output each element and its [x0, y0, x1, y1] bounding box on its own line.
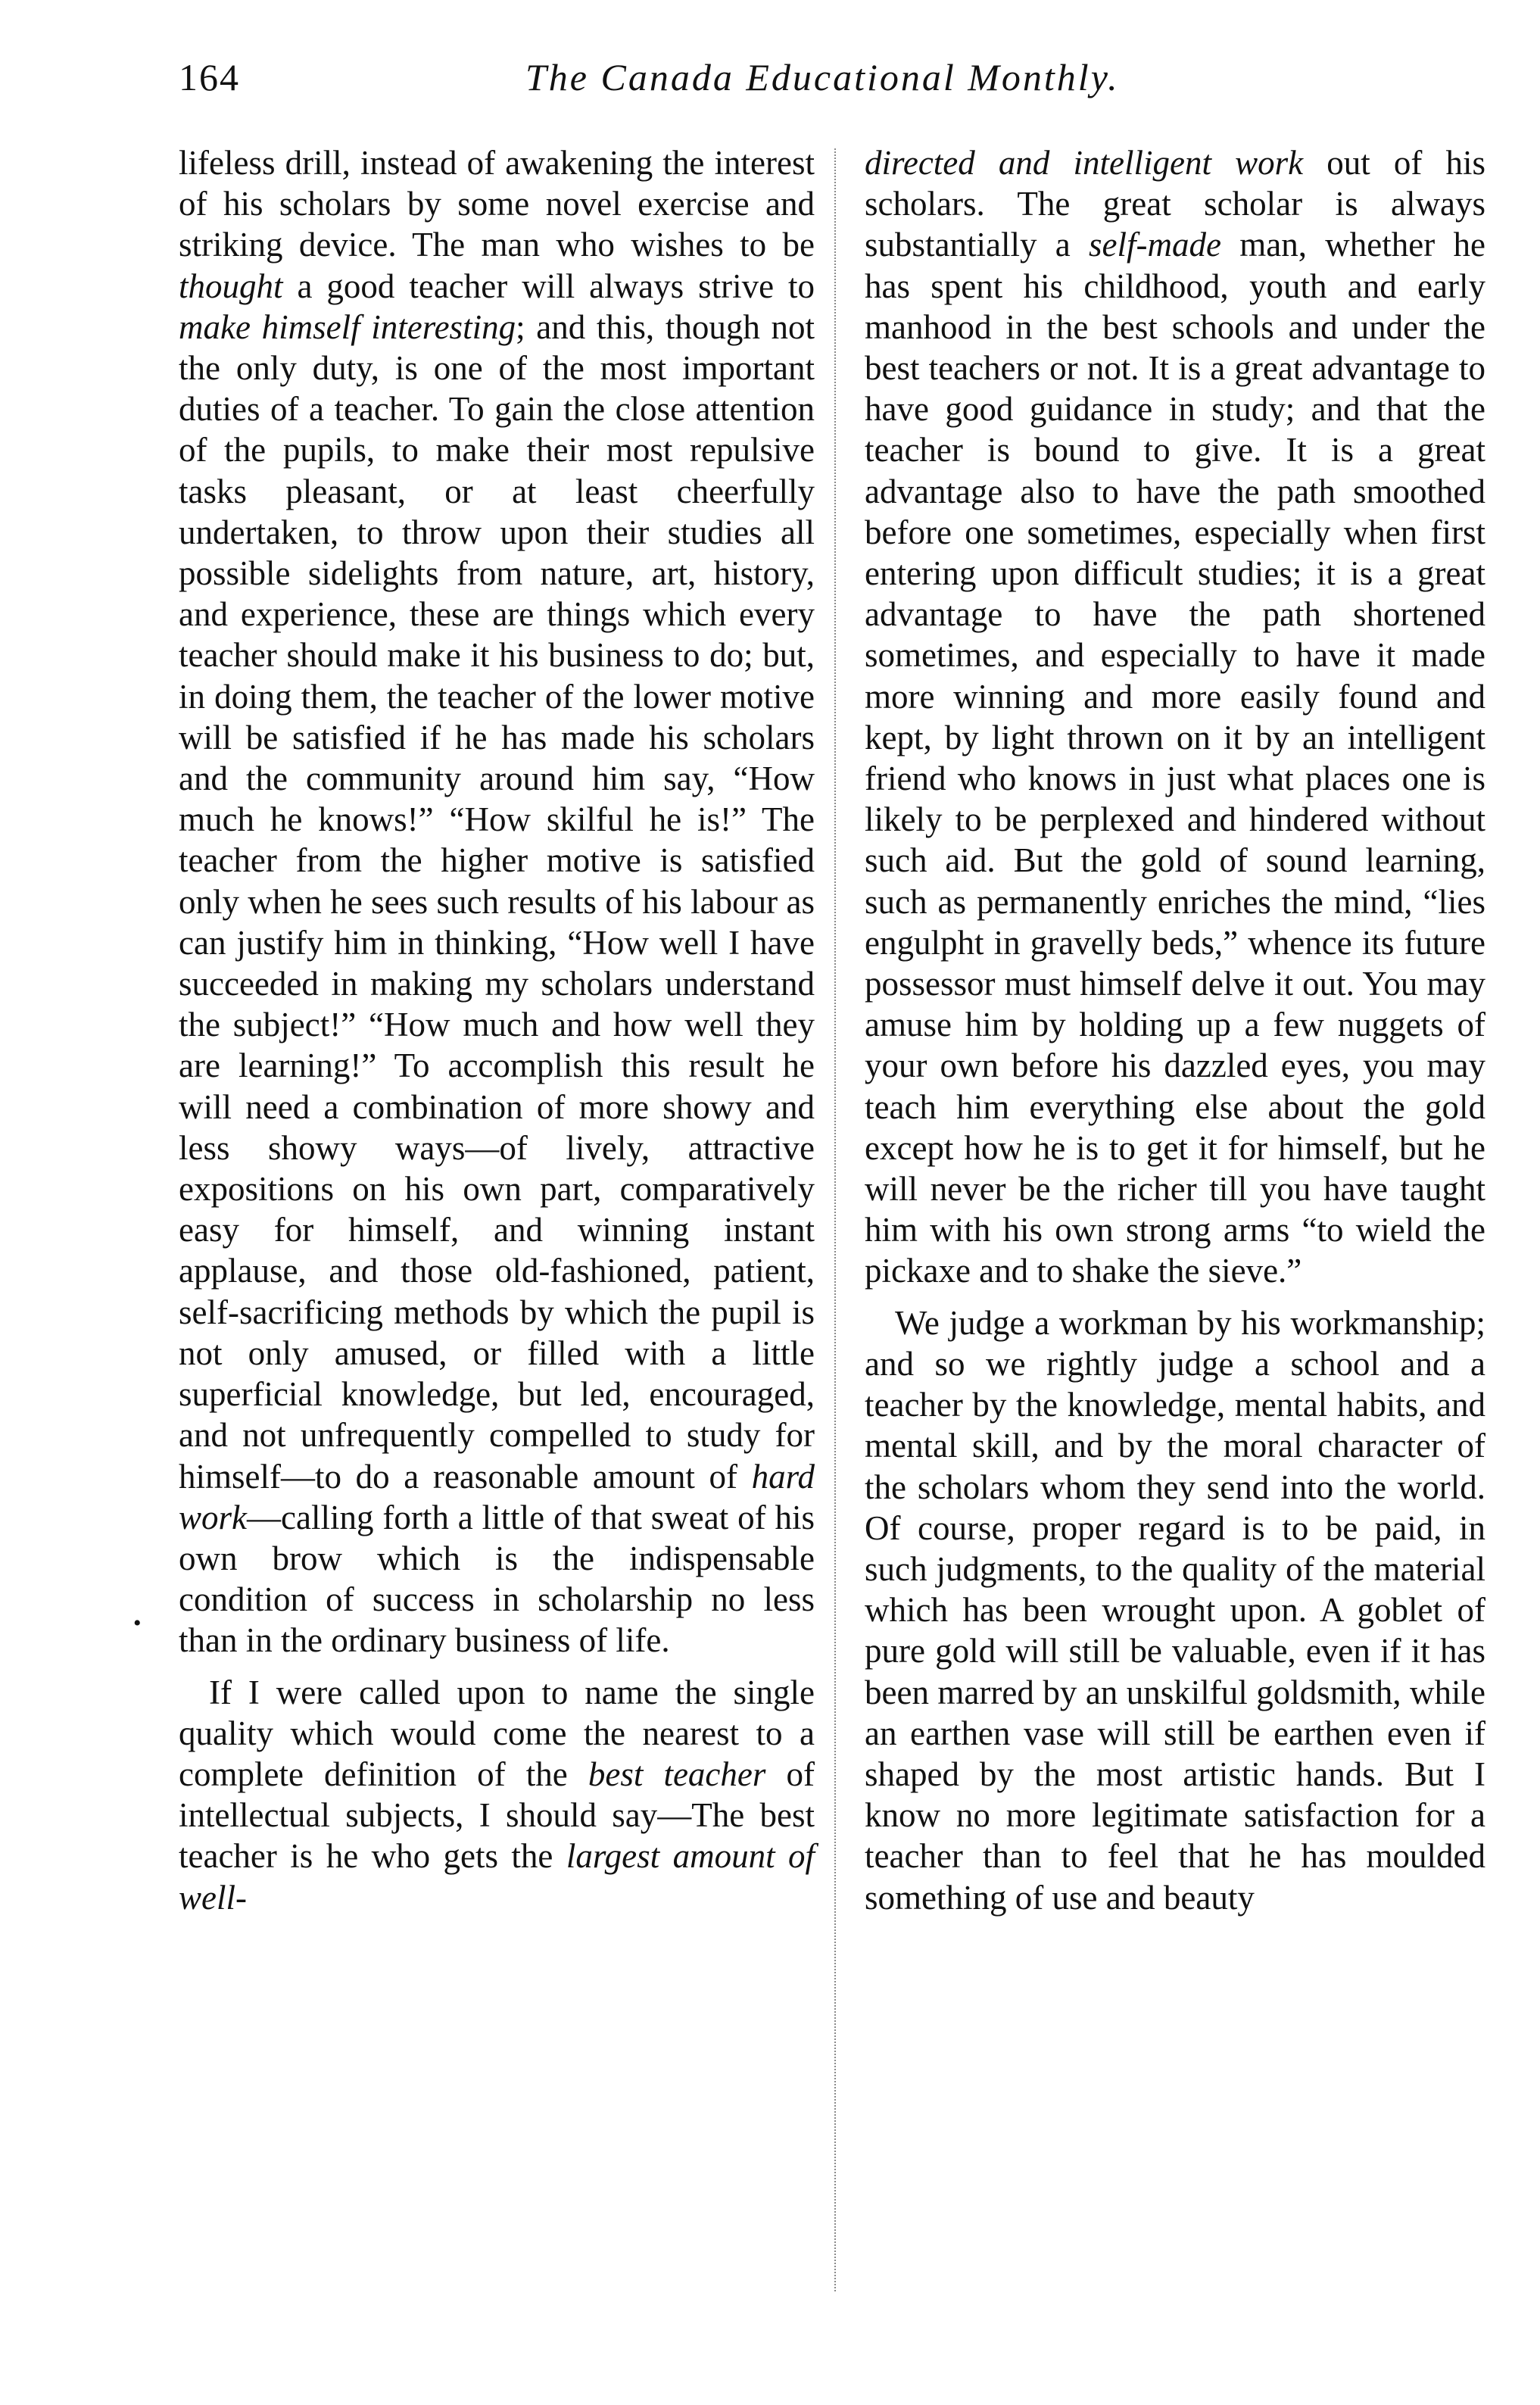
page-number: 164: [179, 56, 240, 98]
italic-run: make himself interesting: [179, 307, 516, 346]
italic-run: hard work: [179, 1457, 815, 1536]
text-run: of intellectual subjects, I should say—The best teacher is he who gets the: [179, 1755, 815, 1876]
italic-run: largest amount of well-: [179, 1837, 815, 1917]
italic-run: directed and intelligent work: [865, 144, 1304, 182]
text-run: a good teacher will always strive to: [282, 267, 815, 305]
text-run: If I were called upon to name the single quality which would come the nearest to a complete definition of the: [179, 1673, 815, 1793]
text-run: We judge a workman by his workmanship; and so we rightly judge a school and a teacher by the knowledge, mental habits, and mental skill, and by the moral character of the scholars whom they send into the world. Of course, proper regard is to be paid, in such judgments, to the quality of the material which has been wrought upon. A goblet of pure gold will still be valuable, even if it has been marred by an unskilful goldsmith, while an earthen vase will still be earthen even if shaped by the most artistic hands. But I know no more legitimate satisfaction for a teacher than to feel that he has moulded something of use and beauty: [865, 1303, 1485, 1917]
margin-mark: •: [133, 1611, 142, 1636]
text-run: out of his scholars. The great scholar is always substantially a: [865, 144, 1485, 264]
left-paragraph-new: [179, 1672, 815, 1918]
italic-run: best teacher: [588, 1755, 766, 1793]
text-run: man, whether he has spent his childhood, youth and early manhood in the best schools and under the best teachers or not. It is a great advantage to have good guidance in study; and that the teacher is bound to give. It is a great advantage also to have the path smoothed before one sometimes, especially when first entering upon difficult studies; it is a great advantage to have the path shortened sometimes, and especially to have it made more winning and more easily found and kept, by light thrown on it by an intelligent friend who knows in just what places one is likely to be perplexed and hindered without such aid. But the gold of sound learning, such as permanently enriches the mind, “lies engulpht in gravelly beds,” whence its future possessor must himself delve it out. You may amuse him by holding up a few nuggets of your own before his dazzled eyes, you may teach him everything else about the gold except how he is to get it for himself, but he will never be the richer till you have taught him with his own strong arms “to wield the pickaxe and to shake the sieve.”: [865, 226, 1485, 1290]
left-column: [179, 142, 815, 1918]
text-run: —calling forth a little of that sweat of his own brow which is the indispensable condition of success in scholarship no less than in the ordinary business of life.: [179, 1498, 815, 1660]
text-run: ; and this, though not the only duty, is one of the most important duties of a teacher. To gain the close attention of the pupils, to make their most repulsive tasks pleasant, or at least cheerfully undertaken, to throw upon their studies all possible sidelights from nature, art, history, and experience, these are things which every teacher should make it his business to do; but, in doing them, the teacher of the lower motive will be satisfied if he has made his scholars and the community around him say, “How much he knows!” “How skilful he is!” The teacher from the higher motive is satisfied only when he sees such results of his labour as can justify him in thinking, “How well I have succeeded in making my scholars understand the subject!” “How much and how well they are learning!” To accomplish this result he will need a combination of more showy and less showy ways—of lively, attractive expositions on his own part, comparatively easy for himself, and winning instant applause, and those old-fashioned, patient, self-sacrificing methods by which the pupil is not only amused, or filled with a little superficial knowledge, but led, encouraged, and not unfrequently compelled to study for himself—to do a reasonable amount of: [179, 307, 815, 1496]
italic-run: thought: [179, 267, 283, 305]
running-title: The Canada Educational Monthly.: [525, 56, 1120, 98]
italic-run: self-made: [1089, 226, 1221, 264]
text-run: lifeless drill, instead of awakening the interest of his scholars by some novel exercise and striking device. The man who wishes to be: [179, 144, 815, 264]
column-divider: [834, 148, 836, 2291]
right-paragraph-new: [865, 1302, 1485, 1918]
left-paragraph-continued: [179, 142, 815, 1661]
right-column: [865, 142, 1485, 1918]
right-paragraph-continued: [865, 142, 1485, 1292]
